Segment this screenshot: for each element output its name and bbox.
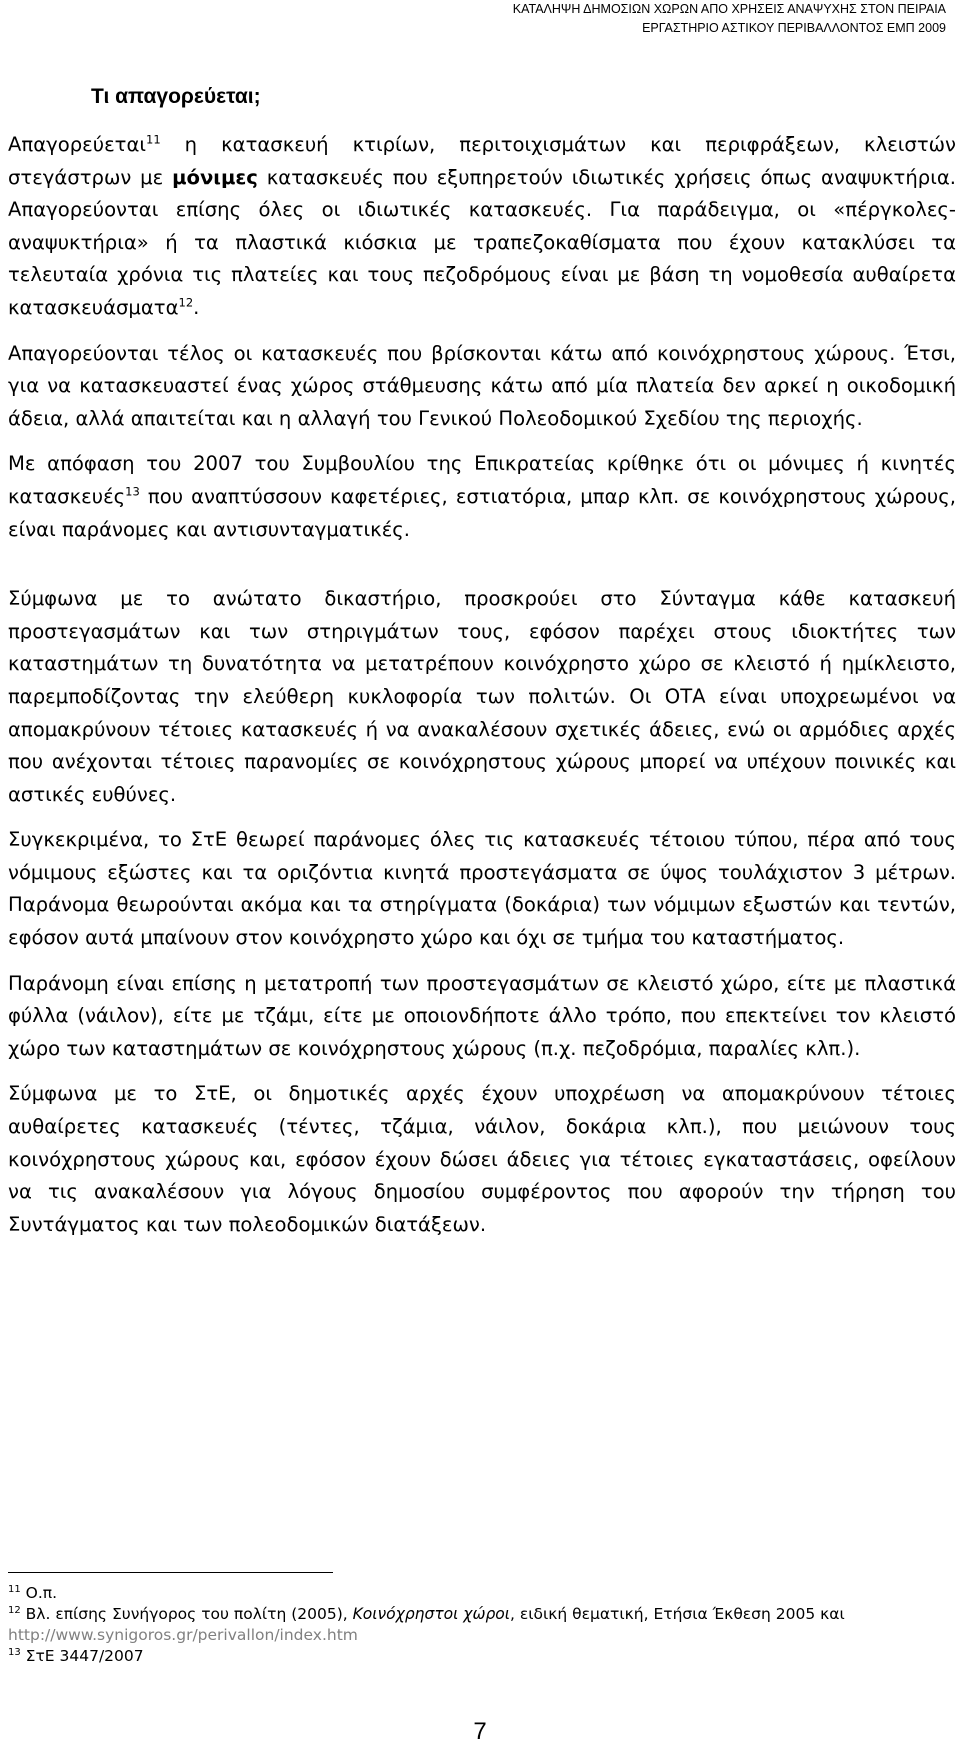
footnote-ref-11[interactable]: 11 [146,132,161,147]
paragraph-5: Συγκεκριμένα, το ΣτΕ θεωρεί παράνομες όλες τις κατασκευές τέτοιου τύπου, πέρα από τους νόμιμους εξώστες και τα οριζόντια κινητά προστεγάσματα σε ύψος τουλάχιστον 3 μέτρων. Παράνομα θεωρούνται ακόμα και τα στηρίγματα (δοκάρια) των νόμιμων εξωστών και τεντών, εφόσον αυτά μπαίνουν στον κοινόχρηστο χώρο και όχι σε τμήμα του καταστήματος. [8,828,956,950]
footnote-ref-13[interactable]: 13 [125,484,140,499]
footnote-separator [8,1572,333,1573]
paragraph-1: Απαγορεύεται$^{11}$ η κατασκευή κτιρίων, περιτοιχισμάτων και περιφράξεων, κλειστών στεγάστρων με μόνιμες κατασκευές που εξυπηρετούν ιδιωτικές χρήσεις όπως αναψυκτήρια. Απαγορεύονται επίσης όλες οι ιδιωτικές κατασκευές. Για παράδειγμα, οι «πέργκολες-αναψυκτήρια» ή τα πλαστικά κιόσκια με τραπεζοκαθίσματα που έχουν κατακλύσει τα τελευταία χρόνια τις πλατείες και τους πεζοδρόμους είναι με βάση τη νομοθεσία αυθαίρετα κατασκευάσματα$^{12}$. [8,132,956,319]
document-body [8,84,956,1254]
header-title: ΚΑΤΑΛΗΨΗ ΔΗΜΟΣΙΩΝ ΧΩΡΩΝ ΑΠΟ ΧΡΗΣΕΙΣ ΑΝΑΨΥΧΗΣ ΣΤΟΝ ΠΕΙΡΑΙΑ [512,2,946,16]
footnote-ref-12[interactable]: 12 [178,295,194,310]
footnote-13: $^{13}$ ΣτΕ 3447/2007 [8,1646,144,1665]
paragraph-7: Σύμφωνα με το ΣτΕ, οι δημοτικές αρχές έχουν υποχρέωση να απομακρύνουν τέτοιες αυθαίρετες κατασκευές (τέντες, τζάμια, νάιλον, δοκάρια κλπ.), που μειώνουν τους κοινόχρηστους χώρους και, εφόσον έχουν δώσει άδειες για τέτοιες εγκαταστάσεις, οφείλουν να τις ανακαλέσουν για λόγους δημοσίου συμφέροντος που αφορούν την τήρηση του Συντάγματος και των πολεοδομικών διατάξεων. [8,1082,956,1236]
running-header [346,0,946,38]
footnote-11: $^{11}$ Ο.π. [8,1583,58,1602]
paragraph-3: Με απόφαση του 2007 του Συμβουλίου της Επικρατείας κρίθηκε ότι οι μόνιμες ή κινητές κατασκευές$^{13}$ που αναπτύσσουν καφετέριες, εστιατόρια, μπαρ κλπ. σε κοινόχρηστους χώρους, είναι παράνομες και αντισυνταγματικές. [8,452,956,541]
paragraph-6: Παράνομη είναι επίσης η μετατροπή των προστεγασμάτων σε κλειστό χώρο, είτε με πλαστικά φύλλα (νάιλον), είτε με τζάμι, είτε με οποιονδήποτε άλλο τρόπο, που επεκτείνει τον κλειστό χώρο των καταστημάτων σε κοινόχρηστους χώρους (π.χ. πεζοδρόμια, παραλίες κλπ.). [8,971,956,1060]
section-title: Τι απαγορεύεται; [91,85,261,108]
spacer [8,559,956,583]
page-number: 7 [473,1718,487,1745]
footnote-12: $^{12}$ Βλ. επίσης Συνήγορος του πολίτη (2005), Κοινόχρηστοι χώροι, ειδική θεματική, Ετήσια Έκθεση 2005 και http://www.synigoros.gr/perivallon/index.htm [8,1604,845,1644]
paragraph-2: Απαγορεύονται τέλος οι κατασκευές που βρίσκονται κάτω από κοινόχρηστους χώρους. Έτσι, για να κατασκευαστεί ένας χώρος στάθμευσης κάτω από μία πλατεία δεν αρκεί η οικοδομική άδεια, αλλά απαιτείται και η αλλαγή του Γενικού Πολεοδομικού Σχεδίου της περιοχής. [8,341,956,430]
footnotes [8,1572,956,1667]
emphasis-permanent: μόνιμες [172,165,258,189]
paragraph-4: Σύμφωνα με το ανώτατο δικαστήριο, προσκρούει στο Σύνταγμα κάθε κατασκευή προστεγασμάτων και των στηριγμάτων τους, εφόσον παρέχει στους ιδιοκτήτες των καταστημάτων τη δυνατότητα να μετατρέπουν κοινόχρηστο χώρο σε κλειστό ή ημίκλειστο, παρεμποδίζοντας την ελεύθερη κυκλοφορία των πολιτών. Οι ΟΤΑ είναι υποχρεωμένοι να απομακρύνουν τέτοιες κατασκευές ή να ανακαλέσουν σχετικές άδειες, ενώ οι αρμόδιες αρχές που ανέχονται τέτοιες παρανομίες σε κοινόχρηστους χώρους μπορεί να υπέχουν ποινικές και αστικές ευθύνες. [8,587,956,806]
footnote-link[interactable]: http://www.synigoros.gr/perivallon/index.htm [8,1626,358,1644]
header-subtitle: ΕΡΓΑΣΤΗΡΙΟ ΑΣΤΙΚΟΥ ΠΕΡΙΒΑΛΛΟΝΤΟΣ ΕΜΠ 2009 [642,21,946,35]
